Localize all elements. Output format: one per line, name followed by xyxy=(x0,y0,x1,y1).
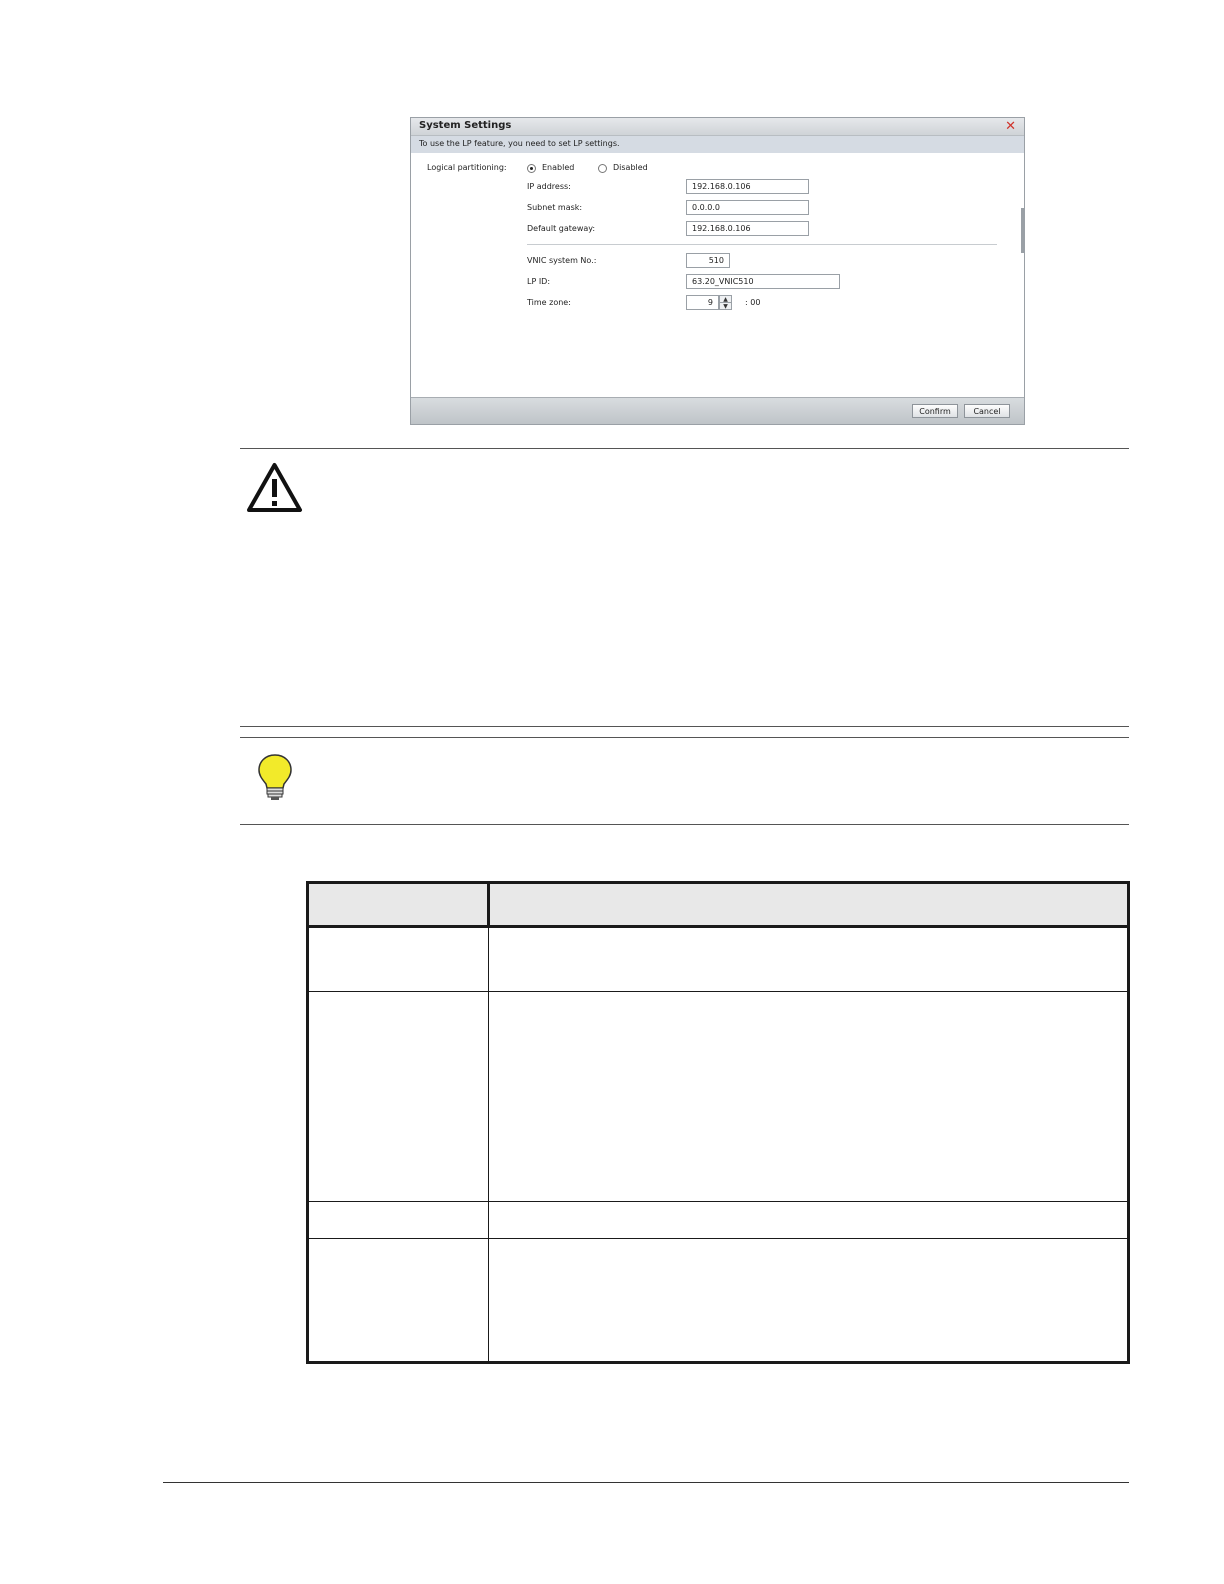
default-gateway-label: Default gateway: xyxy=(527,224,596,233)
subnet-mask-label: Subnet mask: xyxy=(527,203,583,212)
dialog-separator xyxy=(527,244,997,245)
dialog-info-text: To use the LP feature, you need to set LP settings. xyxy=(419,139,620,148)
logical-partitioning-label: Logical partitioning: xyxy=(427,163,507,172)
default-gateway-field[interactable]: 192.168.0.106 xyxy=(686,221,809,236)
table-column-divider xyxy=(488,884,489,1361)
time-zone-label: Time zone: xyxy=(527,298,571,307)
dialog-info-bar xyxy=(411,136,1024,153)
time-zone-suffix: : 00 xyxy=(745,298,761,307)
subnet-mask-field[interactable]: 0.0.0.0 xyxy=(686,200,809,215)
table-row-divider xyxy=(309,1238,1127,1239)
settings-table xyxy=(306,881,1130,1364)
dialog-footer xyxy=(411,397,1024,424)
ip-address-field[interactable]: 192.168.0.106 xyxy=(686,179,809,194)
table-row-divider xyxy=(309,1201,1127,1202)
lightbulb-icon xyxy=(256,753,294,801)
table-row-divider xyxy=(309,991,1127,992)
cancel-button[interactable]: Cancel xyxy=(964,404,1010,418)
caution-top-rule xyxy=(240,448,1129,449)
time-zone-field[interactable]: 9 xyxy=(686,295,719,310)
disabled-label: Disabled xyxy=(613,163,648,172)
vnic-system-field[interactable]: 510 xyxy=(686,253,730,268)
close-icon[interactable]: ✕ xyxy=(1005,119,1016,134)
lp-id-label: LP ID: xyxy=(527,277,551,286)
chevron-down-icon[interactable]: ▼ xyxy=(723,302,728,310)
dialog-title-bar xyxy=(411,118,1024,136)
time-zone-stepper[interactable] xyxy=(719,295,732,310)
dialog-title: System Settings xyxy=(419,120,512,131)
enabled-radio[interactable] xyxy=(527,164,536,173)
lp-id-field[interactable]: 63.20_VNIC510 xyxy=(686,274,840,289)
system-settings-dialog xyxy=(410,117,1025,425)
vnic-system-label: VNIC system No.: xyxy=(527,256,597,265)
dialog-scrollbar[interactable] xyxy=(1021,208,1024,253)
confirm-button[interactable]: Confirm xyxy=(912,404,958,418)
caution-bottom-rule xyxy=(240,726,1129,727)
page-footer-rule xyxy=(163,1482,1129,1483)
table-header-row xyxy=(309,884,1127,928)
warning-triangle-icon xyxy=(246,462,303,513)
chevron-up-icon[interactable]: ▲ xyxy=(720,296,731,303)
enabled-label: Enabled xyxy=(542,163,575,172)
tip-top-rule xyxy=(240,737,1129,738)
disabled-radio[interactable] xyxy=(598,164,607,173)
ip-address-label: IP address: xyxy=(527,182,571,191)
tip-bottom-rule xyxy=(240,824,1129,825)
